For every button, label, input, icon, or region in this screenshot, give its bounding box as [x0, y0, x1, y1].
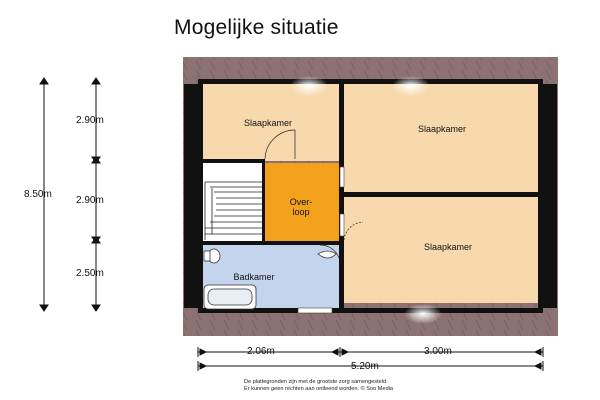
disclaimer-line-2: Er kunnen geen rechten aan ontleend worden. © Soo Media — [244, 386, 394, 392]
page-title: Mogelijke situatie — [174, 16, 339, 39]
room-label-overloop-line2: loop — [292, 207, 310, 217]
bedroom-top-right — [344, 84, 538, 194]
dimension-bottom-total: 5.20m — [351, 361, 379, 372]
disclaimer-line-1: De plattegronden zijn met de grootste zorg samengesteld. — [244, 379, 388, 385]
storage-strip — [203, 163, 264, 179]
dimension-segment-3: 2.50m — [76, 268, 104, 279]
dimension-bottom-left: 2.06m — [247, 346, 275, 357]
room-label-slaapkamer-bottom-right: Slaapkamer — [423, 242, 473, 252]
dimension-total-height: 8.50m — [24, 189, 52, 200]
dimension-segment-1: 2.90m — [76, 115, 104, 126]
room-label-overloop-line1: Over- — [289, 197, 313, 207]
room-label-slaapkamer-top-right: Slaapkamer — [417, 124, 467, 134]
dimension-segment-2: 2.90m — [76, 195, 104, 206]
room-label-badkamer: Badkamer — [233, 272, 275, 282]
room-label-slaapkamer-left: Slaapkamer — [243, 118, 293, 128]
dimension-bottom-right: 3.00m — [424, 346, 452, 357]
